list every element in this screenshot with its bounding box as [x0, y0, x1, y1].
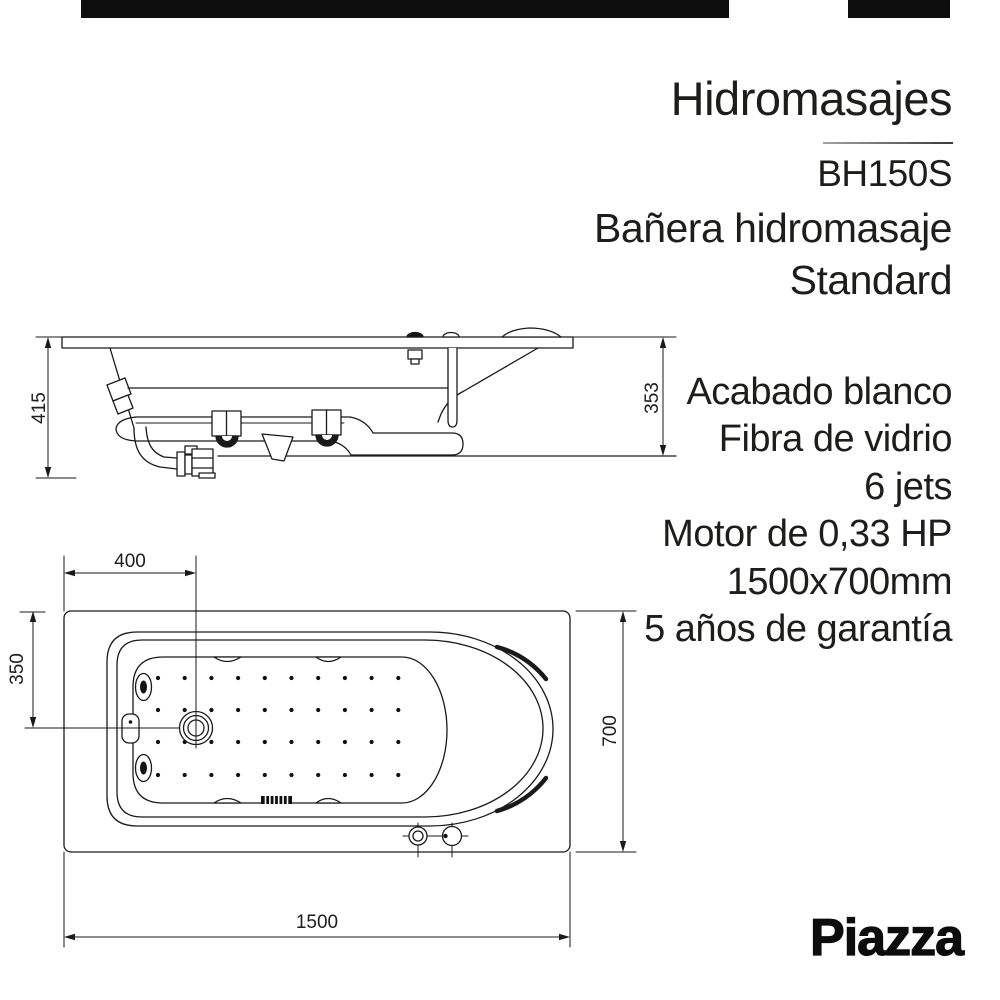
overflow-pipe	[448, 348, 457, 427]
dim-label-353: 353	[642, 382, 663, 414]
drain-valve	[192, 449, 213, 476]
dim-label-700: 700	[600, 715, 621, 747]
spec-motor: Motor de 0,33 HP	[662, 513, 952, 556]
deck-cap-outline	[443, 333, 459, 337]
model-code: BH150S	[817, 153, 952, 194]
side-view-drawing	[29, 328, 676, 478]
side-jet	[136, 674, 152, 701]
sideview-rim	[62, 337, 573, 348]
rim-nut	[408, 350, 422, 359]
deck-cap-dark	[407, 333, 423, 337]
page-title: Hidromasajes	[670, 72, 952, 125]
product-name-line1: Bañera hidromasaje	[594, 205, 952, 251]
dim-label-1500: 1500	[295, 912, 339, 933]
drain-elbow	[134, 428, 177, 469]
top-view-drawing	[7, 551, 636, 947]
topview-deck	[64, 611, 570, 852]
dim-label-415: 415	[29, 392, 50, 424]
product-name-line2: Standard	[789, 257, 952, 303]
dim-label-400: 400	[114, 551, 146, 572]
brand-logo: Piazza	[810, 909, 963, 967]
side-jet	[136, 755, 152, 782]
spec-jets: 6 jets	[864, 465, 952, 508]
deck-mound	[502, 328, 561, 337]
spec-material: Fibra de vidrio	[718, 418, 952, 461]
spec-size: 1500x700mm	[726, 560, 952, 603]
dim-label-350: 350	[7, 653, 28, 685]
ribbed-strip	[261, 796, 292, 804]
spec-finish: Acabado blanco	[686, 371, 952, 413]
spec-warranty: 5 años de garantía	[644, 608, 952, 651]
funnel-fitting	[262, 434, 293, 461]
